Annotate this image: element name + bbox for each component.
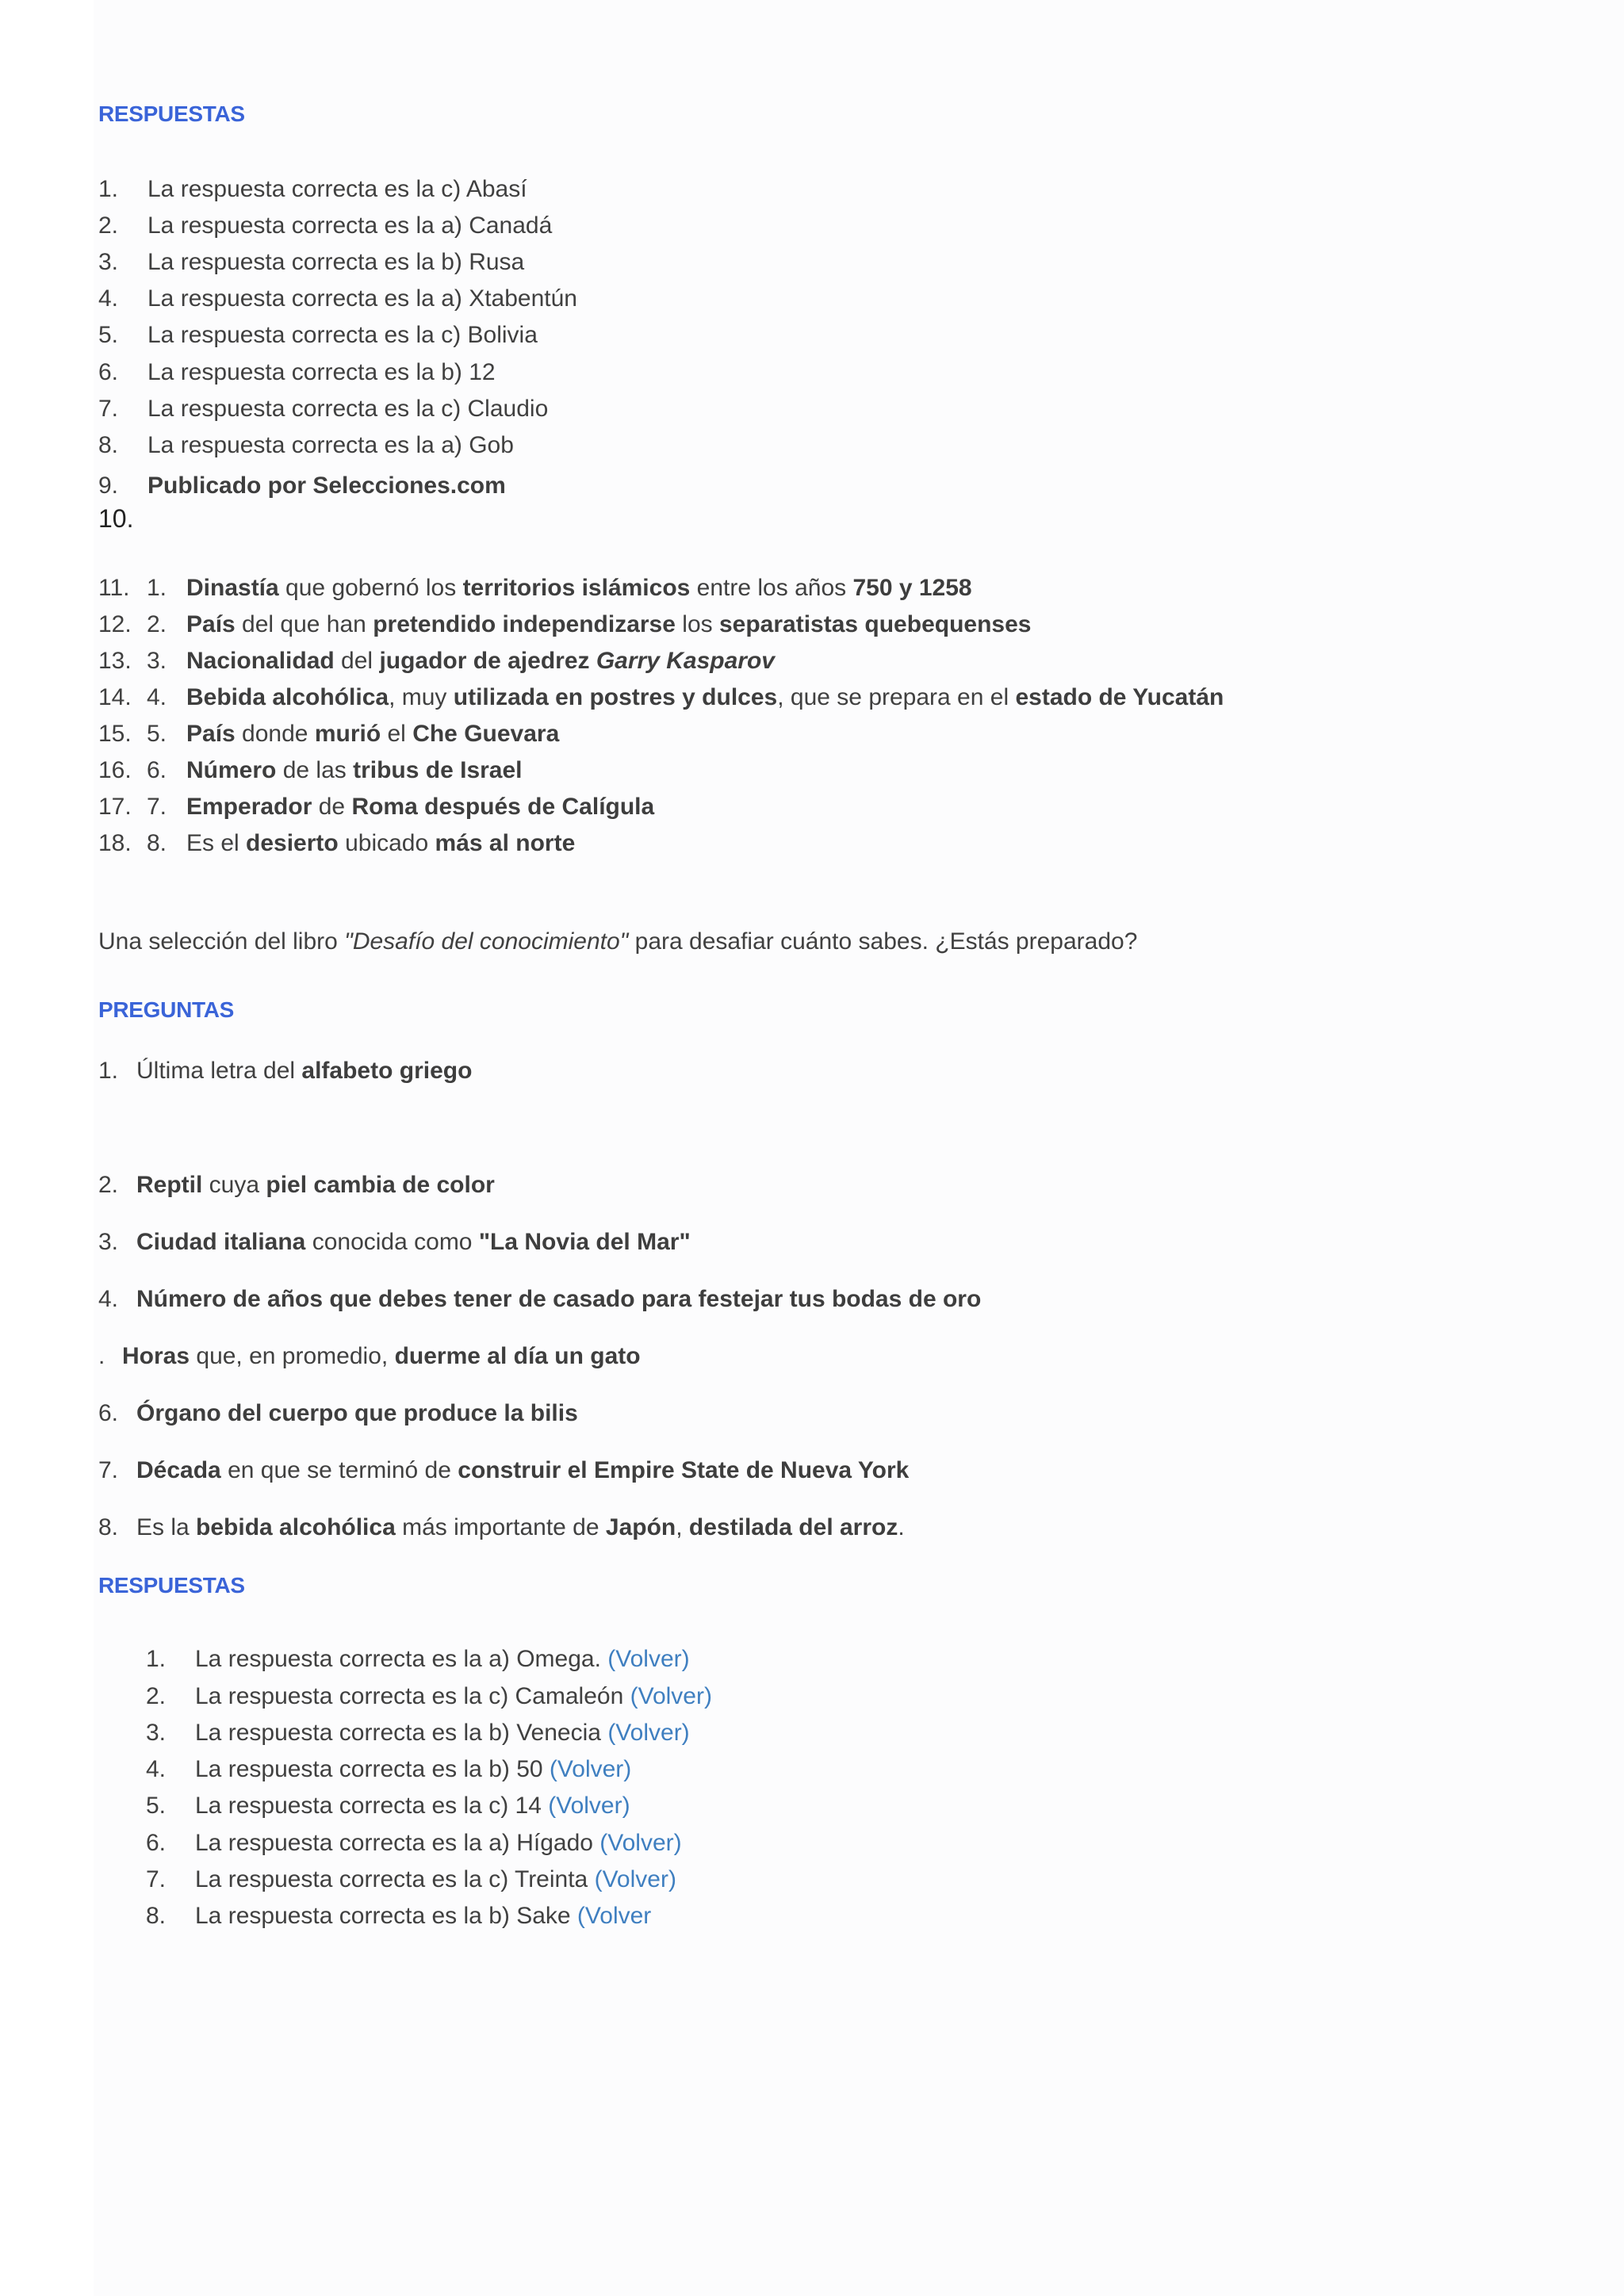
list-number: 2. <box>98 1172 119 1198</box>
list-item-10: 10. <box>98 504 134 533</box>
list-number: 14. <box>98 684 132 710</box>
answer-text: La respuesta correcta es la c) Camaleón (Volver) <box>195 1683 712 1709</box>
list-number: 7. <box>98 396 119 422</box>
book-title: "Desafío del conocimiento" <box>344 928 629 955</box>
volver-link[interactable]: (Volver) <box>599 1830 682 1856</box>
sub-number: 6. <box>147 757 167 783</box>
answer-text: La respuesta correcta es la a) Gob <box>147 432 514 458</box>
list-number: 7. <box>98 1457 119 1483</box>
sub-number: 5. <box>147 721 167 747</box>
list-number: 3. <box>146 1720 167 1746</box>
list-number: 8. <box>98 432 119 458</box>
list-number: 6. <box>146 1830 167 1856</box>
volver-link[interactable]: (Volver) <box>607 1646 690 1672</box>
sub-number: 7. <box>147 794 167 820</box>
list-number: 2. <box>98 212 119 239</box>
answer-text: La respuesta correcta es la c) Bolivia <box>147 322 538 348</box>
list-number: 13. <box>98 648 132 674</box>
list-number: 3. <box>98 249 119 275</box>
answer-text: La respuesta correcta es la a) Canadá <box>147 212 553 239</box>
list-number: 3. <box>98 1229 119 1255</box>
question-text: Es el desierto ubicado más al norte <box>186 830 576 856</box>
list-number: 5. <box>98 322 119 348</box>
list-number: 16. <box>98 757 132 783</box>
question-text: Década en que se terminó de construir el Empire State de Nueva York <box>136 1457 910 1483</box>
answer-text: La respuesta correcta es la a) Omega. (Volver) <box>195 1646 690 1672</box>
list-number: 4. <box>146 1756 167 1782</box>
answer-text: La respuesta correcta es la b) Rusa <box>147 249 525 275</box>
question-text: Emperador de Roma después de Calígula <box>186 794 655 820</box>
sub-number: 1. <box>147 575 167 601</box>
answer-text: La respuesta correcta es la b) Venecia (Volver) <box>195 1720 690 1746</box>
answer-text: La respuesta correcta es la a) Xtabentún <box>147 285 577 312</box>
list-number: 11. <box>98 575 130 601</box>
list-number: 4. <box>98 285 119 312</box>
answer-text: La respuesta correcta es la c) 14 (Volver) <box>195 1793 630 1819</box>
question-text: Número de años que debes tener de casado para festejar tus bodas de oro <box>136 1286 982 1312</box>
question-text: País donde murió el Che Guevara <box>186 721 560 747</box>
question-text: Nacionalidad del jugador de ajedrez Garry Kasparov <box>186 648 775 674</box>
sub-number: 3. <box>147 648 167 674</box>
volver-link[interactable]: (Volver) <box>549 1756 632 1782</box>
answer-text: La respuesta correcta es la b) 12 <box>147 359 496 385</box>
question-text: Número de las tribus de Israel <box>186 757 523 783</box>
question-text: Órgano del cuerpo que produce la bilis <box>136 1400 578 1426</box>
question-text: Bebida alcohólica, muy utilizada en postres y dulces, que se prepara en el estado de Yucatán <box>186 684 1224 710</box>
list-number: 4. <box>98 1286 119 1312</box>
list-number: 15. <box>98 721 132 747</box>
answer-text: La respuesta correcta es la c) Abasí <box>147 176 527 202</box>
intro-paragraph: Una selección del libro "Desafío del conocimiento" para desafiar cuánto sabes. ¿Estás preparado? <box>98 928 1138 955</box>
list-number: 18. <box>98 830 132 856</box>
question-text: Es la bebida alcohólica más importante de Japón, destilada del arroz. <box>136 1514 905 1540</box>
list-number: 6. <box>98 1400 119 1426</box>
answers-heading-2: RESPUESTAS <box>98 1573 245 1598</box>
questions-heading: PREGUNTAS <box>98 997 235 1022</box>
list-number: 12. <box>98 611 132 637</box>
list-number: 1. <box>98 176 119 202</box>
question-text: País del que han pretendido independizarse los separatistas quebequenses <box>186 611 1032 637</box>
answer-text: La respuesta correcta es la a) Hígado (Volver) <box>195 1830 682 1856</box>
list-number: 5. <box>146 1793 167 1819</box>
sub-number: 8. <box>147 830 167 856</box>
answer-text: La respuesta correcta es la b) Sake (Volver <box>195 1903 652 1929</box>
volver-link[interactable]: (Volver) <box>607 1720 690 1746</box>
list-number: 6. <box>98 359 119 385</box>
question-text: Horas que, en promedio, duerme al día un gato <box>122 1343 641 1369</box>
volver-link[interactable]: (Volver) <box>594 1866 676 1892</box>
list-number: 8. <box>98 1514 119 1540</box>
list-number: 1. <box>146 1646 167 1672</box>
list-number: 2. <box>146 1683 167 1709</box>
volver-link[interactable]: (Volver <box>576 1903 652 1929</box>
question-text: Última letra del alfabeto griego <box>136 1058 473 1084</box>
list-number: 1. <box>98 1058 119 1084</box>
answer-text: La respuesta correcta es la c) Treinta (Volver) <box>195 1866 676 1892</box>
list-number: 17. <box>98 794 132 820</box>
question-text: Reptil cuya piel cambia de color <box>136 1172 495 1198</box>
list-number: 7. <box>146 1866 167 1892</box>
list-number: 8. <box>146 1903 167 1929</box>
sub-number: 2. <box>147 611 167 637</box>
question-text: Ciudad italiana conocida como "La Novia del Mar" <box>136 1229 691 1255</box>
volver-link[interactable]: (Volver) <box>630 1683 712 1709</box>
sub-number: 4. <box>147 684 167 710</box>
volver-link[interactable]: (Volver) <box>548 1793 630 1819</box>
answer-text: La respuesta correcta es la b) 50 (Volver) <box>195 1756 632 1782</box>
question-text: Dinastía que gobernó los territorios islámicos entre los años 750 y 1258 <box>186 575 972 601</box>
answers-heading-1: RESPUESTAS <box>98 101 245 126</box>
list-number: . <box>98 1343 105 1369</box>
answer-text: La respuesta correcta es la c) Claudio <box>147 396 549 422</box>
